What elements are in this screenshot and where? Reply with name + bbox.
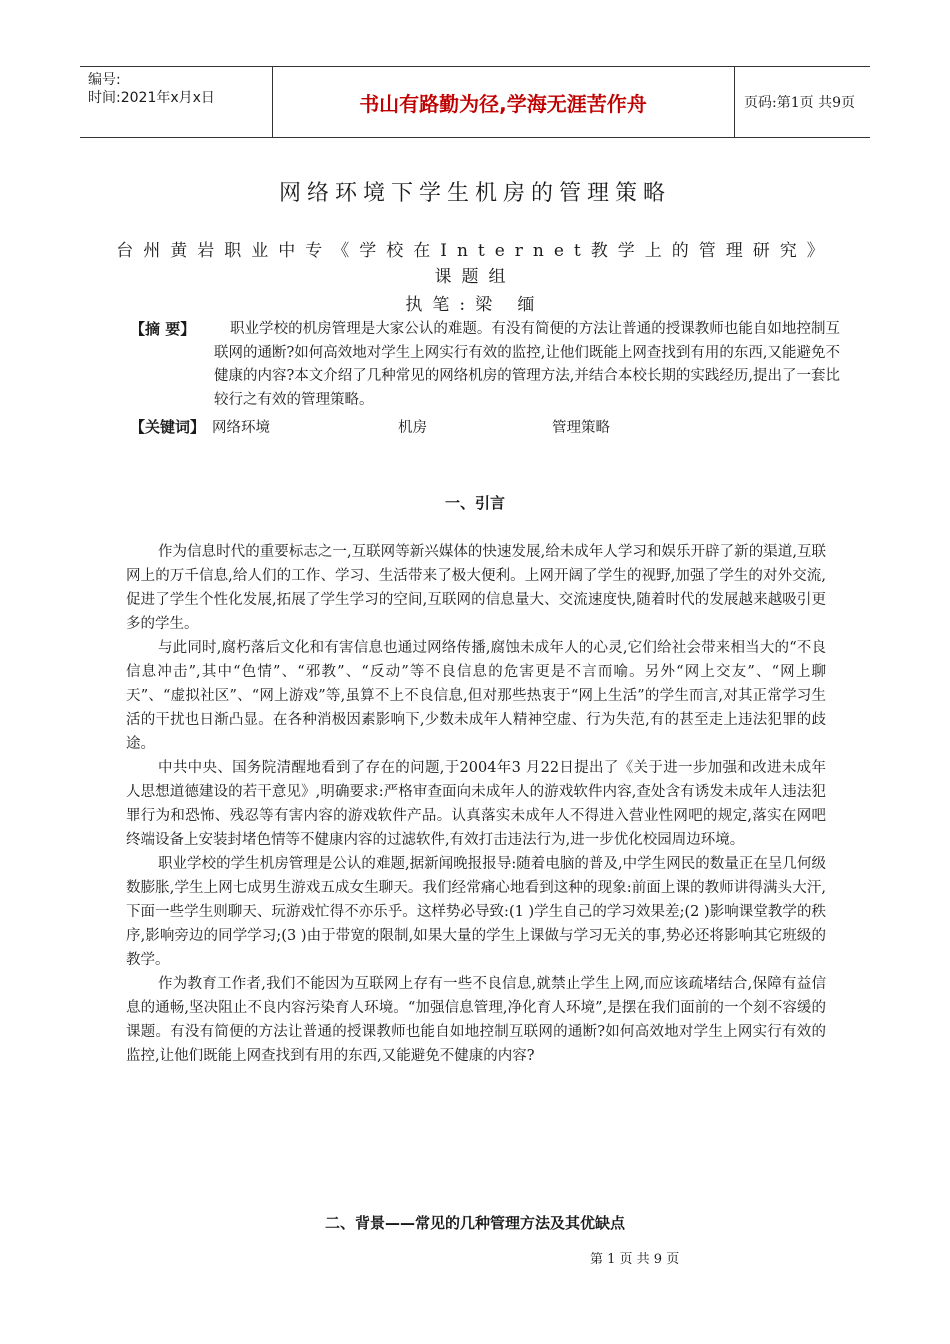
document-number-label: 编号: (88, 72, 121, 88)
section-heading-introduction: 一、引言 (444, 494, 505, 512)
document-time-label: 时间:2021年x月x日 (88, 90, 215, 106)
paragraph: 作为教育工作者,我们不能因为互联网上存有一些不良信息,就禁止学生上网,而应该疏堵结合,保障有益信息的通畅,坚决阻止不良内容污染育人环境。“加强信息管理,净化育人环境”,是摆在我们面前的一个刻不容缓的课题。有没有简便的方法让普通的授课教师也能自如地控制互联网的通断?如何高效地对学生上网实行有效的监控,让他们既能上网查找到有用的东西,又能避免不健康的内容? (126, 976, 826, 1064)
paragraph: 与此同时,腐朽落后文化和有害信息也通过网络传播,腐蚀未成年人的心灵,它们给社会带来相当大的“不良信息冲击”,其中“色情”、“邪教”、“反动”等不良信息的危害更是不言而喻。另外“网上交友”、“网上聊天”、“虚拟社区”、“网上游戏”等,虽算不上不良信息,但对那些热衷于“网上生活”的学生而言,对其正常学习生活的干扰也日渐凸显。在各种消极因素影响下,少数未成年人精神空虚、行为失范,有的甚至走上违法犯罪的歧途。 (126, 640, 826, 752)
keyword-item: 管理策略 (552, 420, 610, 436)
body-text (126, 540, 826, 1068)
abstract-text: 职业学校的机房管理是大家公认的难题。有没有简便的方法让普通的授课教师也能自如地控制互联网的通断?如何高效地对学生上网实行有效的监控,让他们既能上网查找到有用的东西,又能避免不健康的内容?本文介绍了几种常见的网络机房的管理方法,并结合本校长期的实践经历,提出了一套比较行之有效的管理策略。 (214, 321, 840, 408)
abstract-label: 【摘 要】 (130, 320, 196, 338)
header-divider (734, 67, 735, 137)
header-motto: 书山有路勤为径,学海无涯苦作舟 (359, 91, 647, 116)
author-line: 执笔:梁 缅 (405, 295, 545, 315)
paragraph: 作为信息时代的重要标志之一,互联网等新兴媒体的快速发展,给未成年人学习和娱乐开辟了新的渠道,互联网上的万千信息,给人们的工作、学习、生活带来了极大便利。上网开阔了学生的视野,加强了学生的对外交流,促进了学生个性化发展,拓展了学生学习的空间,互联网的信息量大、交流速度快,随着时代的发展越来越吸引更多的学生。 (126, 544, 826, 632)
header-meta (88, 71, 278, 107)
research-group: 台州黄岩职业中专《学校在Internet教学上的管理研究》课题组 (116, 241, 834, 287)
section-heading-background: 二、背景——常见的几种管理方法及其优缺点 (324, 1214, 625, 1232)
page-header (80, 66, 870, 138)
document-title: 网络环境下学生机房的管理策略 (278, 181, 671, 206)
keyword-item: 机房 (398, 420, 427, 436)
paragraph: 中共中央、国务院清醒地看到了存在的问题,于2004年3 月22日提出了《关于进一步加强和改进未成年人思想道德建设的若干意见》,明确要求:严格审查面向未成年人的游戏软件内容,查处含有诱发未成年人违法犯罪行为和恐怖、残忍等有害内容的游戏软件产品。认真落实未成年人不得进入营业性网吧的规定,落实在网吧终端设备上安装封堵色情等不健康内容的过滤软件,有效打击违法行为,进一步优化校园周边环境。 (126, 760, 826, 848)
keyword-item: 网络环境 (212, 420, 270, 436)
paragraph: 职业学校的学生机房管理是公认的难题,据新闻晚报报导:随着电脑的普及,中学生网民的数量正在呈几何级数膨胀,学生上网七成男生游戏五成女生聊天。我们经常痛心地看到这种的现象:前面上课的教师讲得满头大汗,下面一些学生则聊天、玩游戏忙得不亦乐乎。这样势必导致:(1 )学生自己的学习效果差;(2 )影响课堂教学的秩序,影响旁边的同学学习;(3 )由于带宽的限制,如果大量的学生上课做与学习无关的事,势必还将影响其它班级的教学。 (126, 856, 826, 968)
page-footer: 第 1 页 共 9 页 (590, 1252, 680, 1267)
keywords-label: 【关键词】 (130, 418, 206, 436)
header-page-code: 页码:第1页 共9页 (744, 95, 855, 111)
